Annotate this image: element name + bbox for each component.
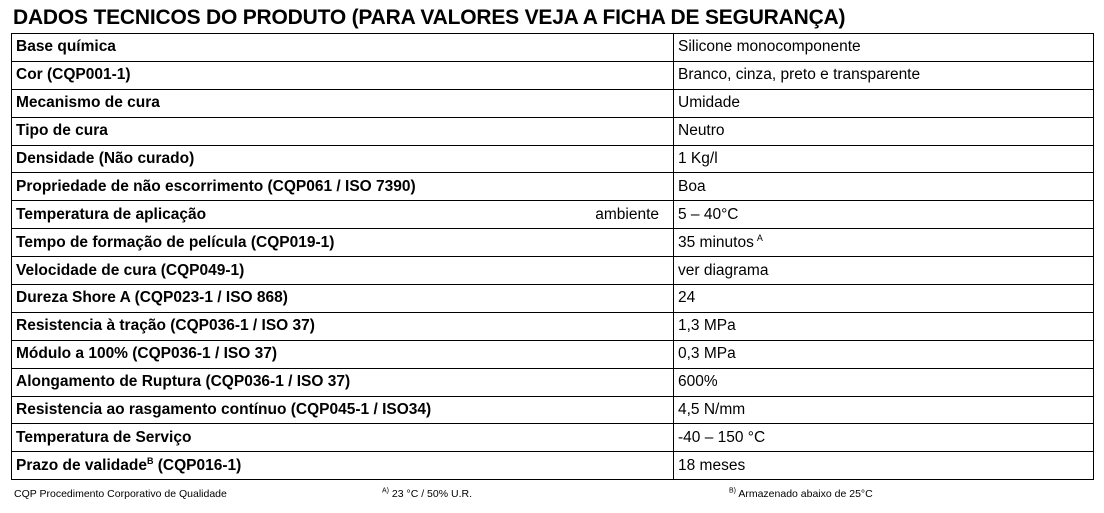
property-cell: Resistencia à tração (CQP036-1 / ISO 37) (12, 312, 674, 340)
value-cell: 1 Kg/l (674, 145, 1094, 173)
property-label: Temperatura de aplicação (16, 205, 207, 223)
footnote-b-text: Armazenado abaixo de 25°C (736, 488, 873, 500)
technical-data-table (11, 33, 1094, 480)
footnote-b (729, 488, 873, 500)
table-row (12, 368, 1094, 396)
table-row (12, 201, 1094, 229)
footnote-a (382, 488, 472, 500)
value-cell: Boa (674, 173, 1094, 201)
value-cell: 1,3 MPa (674, 312, 1094, 340)
footnote-a-text: 23 °C / 50% U.R. (389, 488, 472, 500)
page-title: DADOS TECNICOS DO PRODUTO (PARA VALORES VEJA A FICHA DE SEGURANÇA) (13, 6, 846, 29)
property-reference: (CQP016-1) (153, 456, 242, 474)
table-row (12, 229, 1094, 257)
table-row (12, 396, 1094, 424)
property-label: Prazo de validade (16, 456, 147, 474)
table-row (12, 145, 1094, 173)
table-row (12, 285, 1094, 313)
value-cell: 4,5 N/mm (674, 396, 1094, 424)
value-cell: 18 meses (674, 452, 1094, 480)
footnote-a-marker: A) (382, 487, 389, 495)
value-cell: 24 (674, 285, 1094, 313)
property-cell: Resistencia ao rasgamento contínuo (CQP045-1 / ISO34) (12, 396, 674, 424)
value-cell: Branco, cinza, preto e transparente (674, 61, 1094, 89)
value-cell: 5 – 40°C (674, 201, 1094, 229)
value-cell (674, 229, 1094, 257)
table-row (12, 173, 1094, 201)
table-row (12, 89, 1094, 117)
value-cell: Silicone monocomponente (674, 34, 1094, 62)
table-row (12, 312, 1094, 340)
property-cell: Densidade (Não curado) (12, 145, 674, 173)
property-cell: Propriedade de não escorrimento (CQP061 / ISO 7390) (12, 173, 674, 201)
footnote-marker: A (756, 232, 763, 243)
property-cell: Base química (12, 34, 674, 62)
property-cell: Tempo de formação de película (CQP019-1) (12, 229, 674, 257)
footnote-b-marker: B) (729, 487, 736, 495)
condition-label: ambiente (595, 205, 659, 223)
value-cell: -40 – 150 °C (674, 424, 1094, 452)
property-cell (12, 201, 674, 229)
property-cell: Tipo de cura (12, 117, 674, 145)
table-row (12, 452, 1094, 480)
property-cell: Mecanismo de cura (12, 89, 674, 117)
property-cell: Velocidade de cura (CQP049-1) (12, 257, 674, 285)
footnote-cqp: CQP Procedimento Corporativo de Qualidade (14, 488, 227, 500)
property-cell: Módulo a 100% (CQP036-1 / ISO 37) (12, 340, 674, 368)
property-cell: Temperatura de Serviço (12, 424, 674, 452)
table-row (12, 340, 1094, 368)
table-row (12, 117, 1094, 145)
value-cell: ver diagrama (674, 257, 1094, 285)
footnote-marker: B (146, 455, 154, 466)
value-cell: 600% (674, 368, 1094, 396)
property-cell: Dureza Shore A (CQP023-1 / ISO 868) (12, 285, 674, 313)
table-row (12, 424, 1094, 452)
value-text: 35 minutos (678, 233, 754, 251)
table-row (12, 61, 1094, 89)
table-row (12, 257, 1094, 285)
property-cell (12, 452, 674, 480)
value-cell: Neutro (674, 117, 1094, 145)
property-cell: Alongamento de Ruptura (CQP036-1 / ISO 37) (12, 368, 674, 396)
property-cell: Cor (CQP001-1) (12, 61, 674, 89)
table-row (12, 34, 1094, 62)
value-cell: 0,3 MPa (674, 340, 1094, 368)
value-cell: Umidade (674, 89, 1094, 117)
